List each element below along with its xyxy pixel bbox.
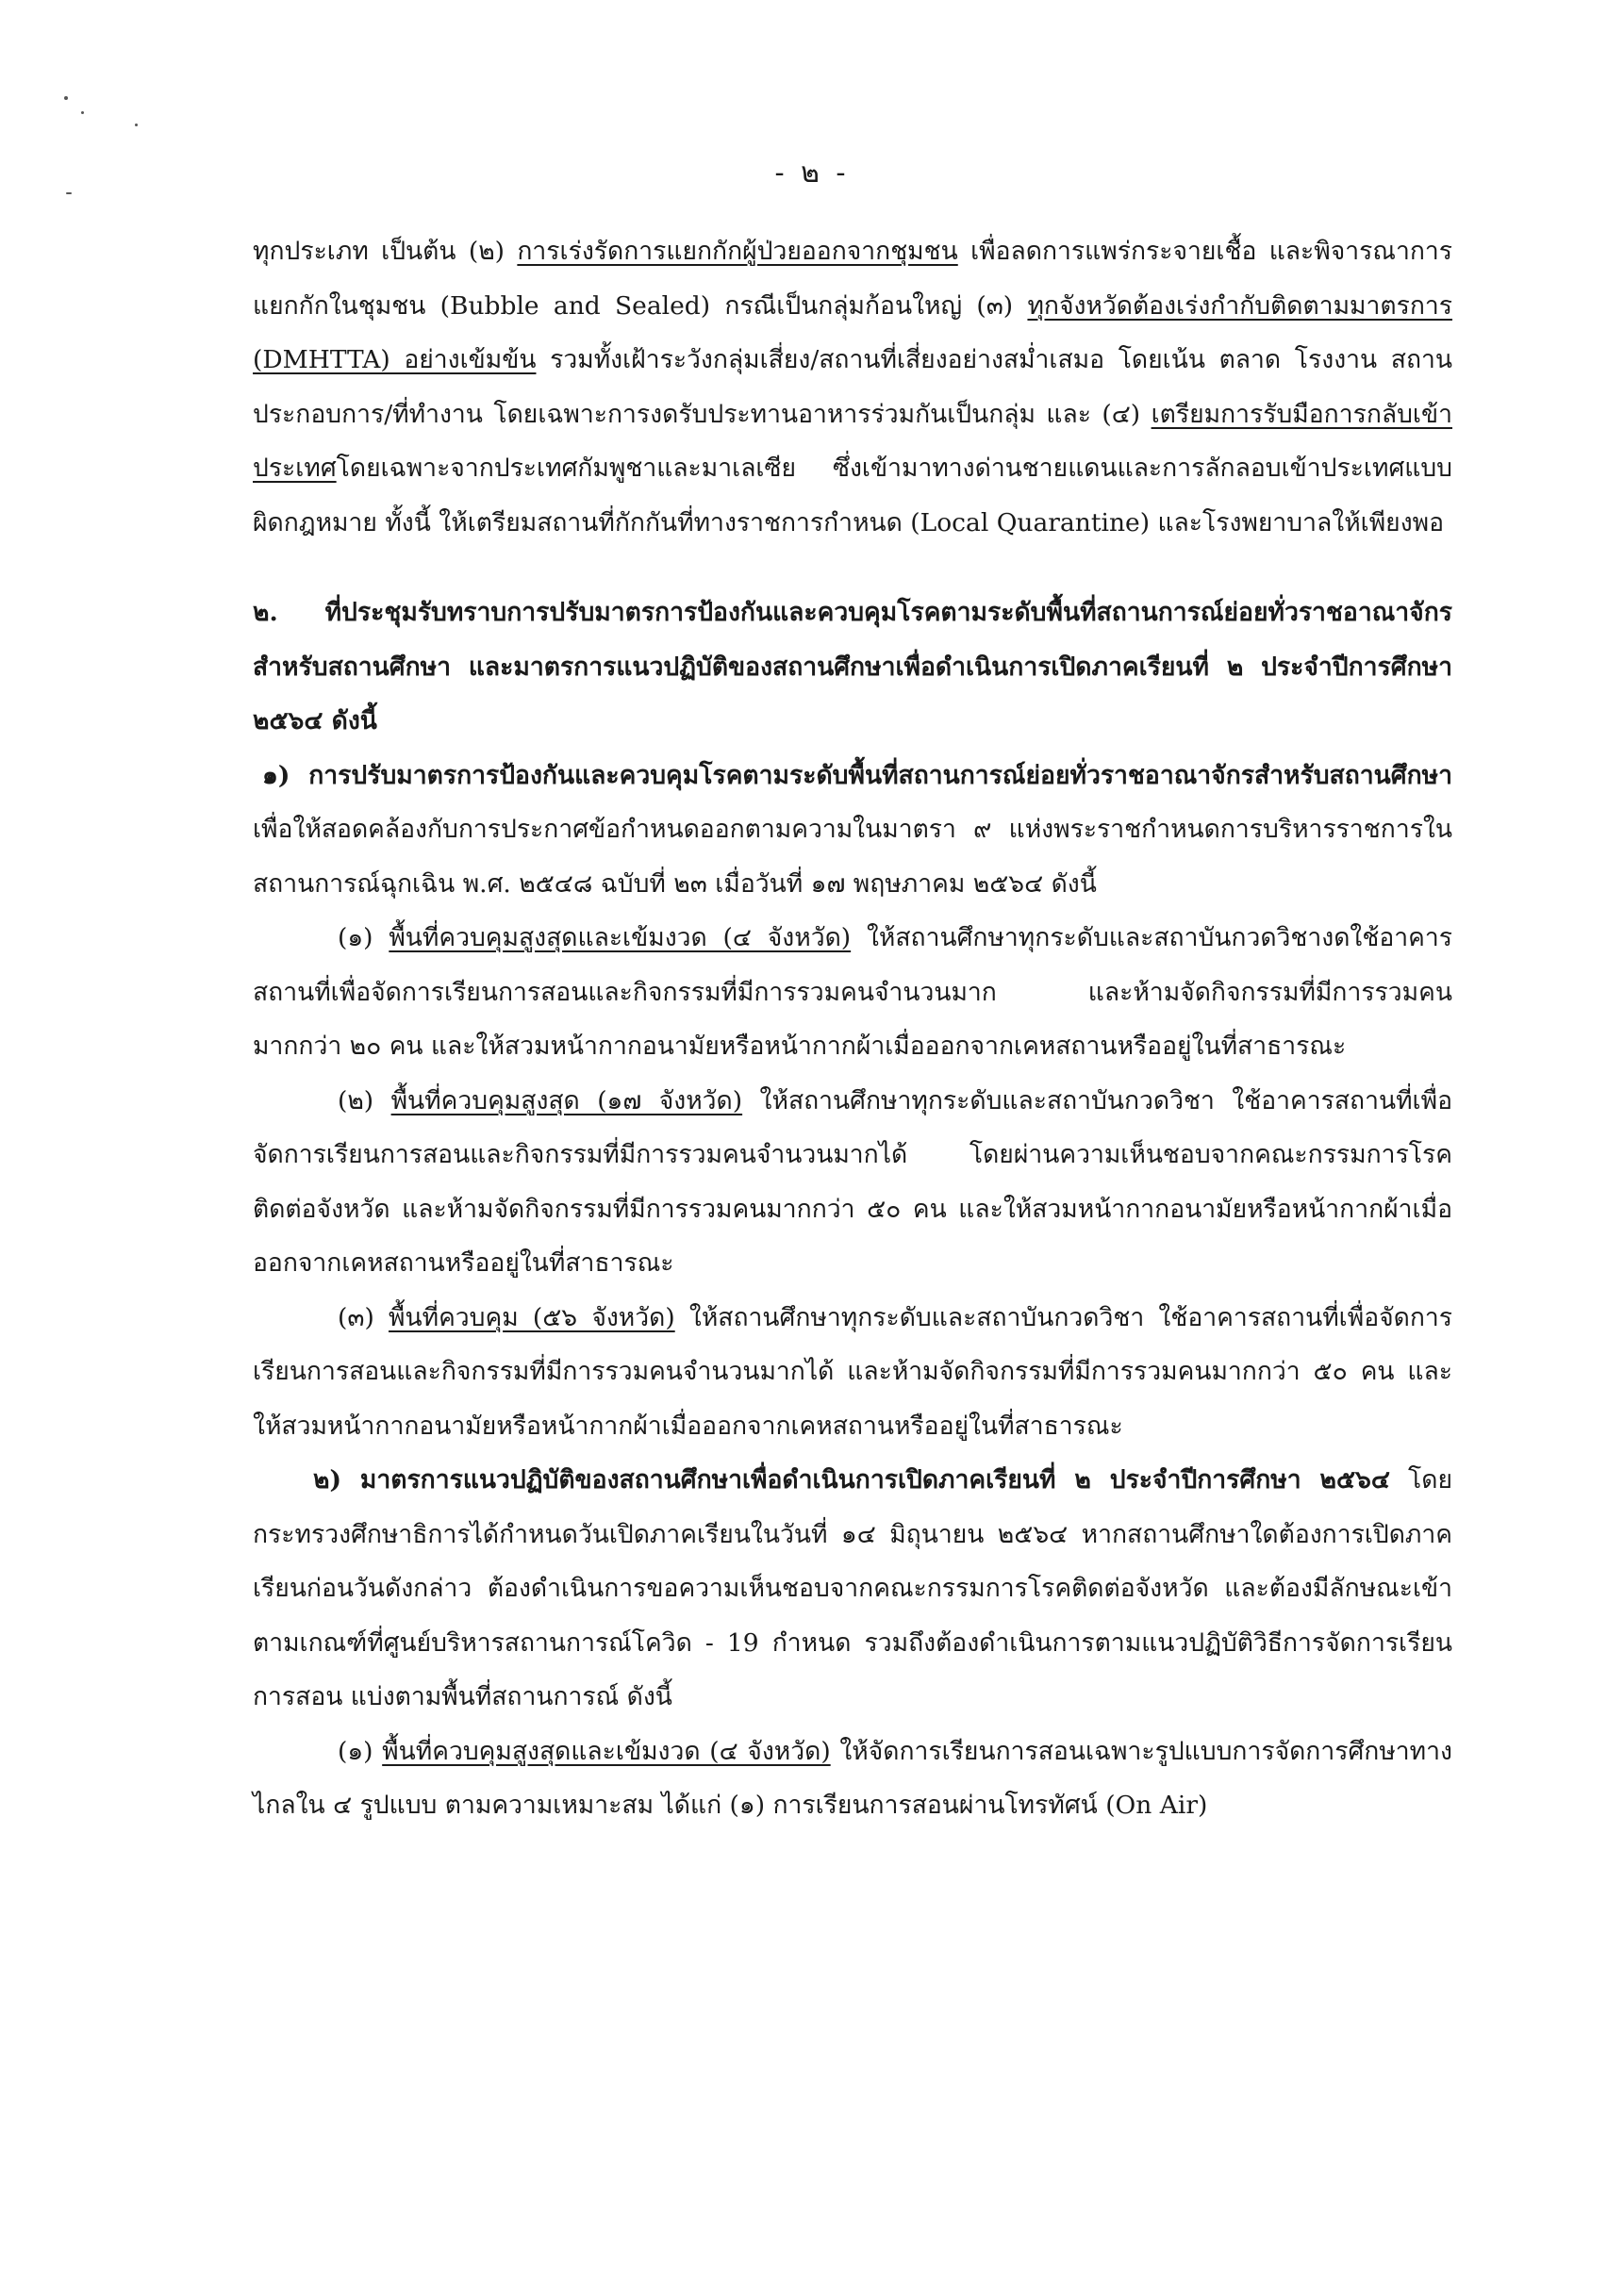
paragraph-distance-learning <box>253 1725 1452 1833</box>
underlined-text: การเร่งรัดการแยกกักผู้ป่วยออกจากชุมชน <box>517 237 958 266</box>
text-run: ให้จัดการเรียนการสอนเฉพาะรูปแบบการจัดการศึกษาทางไกลใน ๔ รูปแบบ ตามความเหมาะสม ได้แก่ (๑) การเรียนการสอนผ่านโทรทัศน์ (On Air) <box>253 1736 1452 1820</box>
underlined-text: พื้นที่ควบคุมสูงสุด (๑๗ จังหวัด) <box>390 1085 743 1115</box>
paragraph-control-zone <box>253 1291 1452 1454</box>
underlined-text: พื้นที่ควบคุมสูงสุดและเข้มงวด (๔ จังหวัด) <box>389 923 852 952</box>
text-run: (๒) <box>338 1085 391 1115</box>
underlined-text: พื้นที่ควบคุม (๕๖ จังหวัด) <box>389 1302 675 1332</box>
page-number: - ๒ - <box>774 157 850 190</box>
scan-speck <box>135 124 138 126</box>
text-run: เพื่อลดการแพร่กระจายเชื้อ และพิจารณาการแยกกักในชุมชน (Bubble and Sealed) กรณีเป็นกลุ่มก้อนใหญ่ (๓) <box>253 237 1453 321</box>
underlined-text: ทุกจังหวัดต้องเร่งกำกับติดตามมาตรการ (DMHTTA) อย่างเข้มข้น <box>253 290 1452 374</box>
paragraph-term-opening <box>253 1453 1452 1725</box>
paragraph-covid-measures <box>253 224 1452 550</box>
underlined-text: พื้นที่ควบคุมสูงสุดและเข้มงวด (๔ จังหวัด) <box>382 1736 831 1766</box>
text-run: ให้สถานศึกษาทุกระดับและสถาบันกวดวิชา ใช้อาคารสถานที่เพื่อจัดการเรียนการสอนและกิจกรรมที่มีการรวมคนจำนวนมากได้ และห้ามจัดกิจกรรมที่มีการรวมคนมากกว่า ๕๐ คน และให้สวมหน้ากากอนามัยหรือหน้ากากผ้าเมื่อออกจากเคหสถานหรืออยู่ในที่สาธารณะ <box>253 1302 1453 1441</box>
scan-speck <box>64 96 68 100</box>
bold-heading: ๑) การปรับมาตรการป้องกันและควบคุมโรคตามระดับพื้นที่สถานการณ์ย่อยทั่วราชอาณาจักรสำหรับสถานศึกษา <box>262 760 1452 790</box>
text-run: (๓) <box>338 1302 389 1332</box>
text-run: ให้สถานศึกษาทุกระดับและสถาบันกวดวิชา ใช้อาคารสถานที่เพื่อจัดการเรียนการสอนและกิจกรรมที่มีการรวมคนจำนวนมากได้ โดยผ่านความเห็นชอบจากคณะกรรมการโรคติดต่อจังหวัด และห้ามจัดกิจกรรมที่มีการรวมคนมากกว่า ๕๐ คน และให้สวมหน้ากากอนามัยหรือหน้ากากผ้าเมื่อออกจากเคหสถานหรืออยู่ในที่สาธารณะ <box>253 1085 1452 1278</box>
text-run: โดยกระทรวงศึกษาธิการได้กำหนดวันเปิดภาคเรียนในวันที่ ๑๔ มิถุนายน ๒๕๖๔ หากสถานศึกษาใดต้องการเปิดภาคเรียนก่อนวันดังกล่าว ต้องดำเนินการขอความเห็นชอบจากคณะกรรมการโรคติดต่อจังหวัด และต้องมีลักษณะเข้าตามเกณฑ์ที่ศูนย์บริหารสถานการณ์โควิด - 19 กำหนด รวมถึงต้องดำเนินการตามแนวปฏิบัติวิธีการจัดการเรียนการสอน แบ่งตามพื้นที่สถานการณ์ ดังนี้ <box>253 1465 1452 1711</box>
section-heading-2: ๒. ที่ประชุมรับทราบการปรับมาตรการป้องกันและควบคุมโรคตามระดับพื้นที่สถานการณ์ย่อยทั่วราชอาณาจักร สำหรับสถานศึกษา และมาตรการแนวปฏิบัติของสถานศึกษาเพื่อดำเนินการเปิดภาคเรียนที่ ๒ ประจำปีการศึกษา ๒๕๖๔ ดังนี้ <box>253 598 1452 735</box>
scan-speck <box>81 111 84 114</box>
paragraph-school-measures <box>253 749 1452 912</box>
underlined-text: เตรียมการรับมือการกลับเข้าประเทศ <box>253 399 1452 483</box>
document-body <box>253 224 1452 1833</box>
text-run: โดยเฉพาะจากประเทศกัมพูชาและมาเลเซีย ซึ่งเข้ามาทางด่านชายแดนและการลักลอบเข้าประเทศแบบผิดกฎหมาย ทั้งนี้ ให้เตรียมสถานที่กักกันที่ทางราชการกำหนด (Local Quarantine) และโรงพยาบาลให้เพียงพอ <box>253 454 1452 537</box>
text-run: (๑) <box>338 1736 383 1766</box>
paragraph-max-zone <box>253 1074 1452 1291</box>
text-run: ทุกประเภท เป็นต้น (๒) <box>253 237 518 266</box>
text-run: (๑) <box>338 923 389 952</box>
text-run: เพื่อให้สอดคล้องกับการประกาศข้อกำหนดออกตามความในมาตรา ๙ แห่งพระราชกำหนดการบริหารราชการในสถานการณ์ฉุกเฉิน พ.ศ. ๒๕๔๘ ฉบับที่ ๒๓ เมื่อวันที่ ๑๗ พฤษภาคม ๒๕๖๔ ดังนี้ <box>253 815 1452 899</box>
paragraph-max-strict-zone <box>253 911 1452 1074</box>
text-run: ให้สถานศึกษาทุกระดับและสถาบันกวดวิชางดใช้อาคารสถานที่เพื่อจัดการเรียนการสอนและกิจกรรมที่มีการรวมคนจำนวนมาก และห้ามจัดกิจกรรมที่มีการรวมคนมากกว่า ๒๐ คน และให้สวมหน้ากากอนามัยหรือหน้ากากผ้าเมื่อออกจากเคหสถานหรืออยู่ในที่สาธารณะ <box>253 923 1452 1061</box>
text-run: รวมทั้งเฝ้าระวังกลุ่มเสี่ยง/สถานที่เสี่ยงอย่างสม่ำเสมอ โดยเน้น ตลาด โรงงาน สถานประกอบการ/ที่ทำงาน โดยเฉพาะการงดรับประทานอาหารร่วมกันเป็นกลุ่ม และ (๔) <box>253 345 1452 429</box>
bold-heading: ๒) มาตรการแนวปฏิบัติของสถานศึกษาเพื่อดำเนินการเปิดภาคเรียนที่ ๒ ประจำปีการศึกษา ๒๕๖๔ <box>313 1465 1390 1495</box>
